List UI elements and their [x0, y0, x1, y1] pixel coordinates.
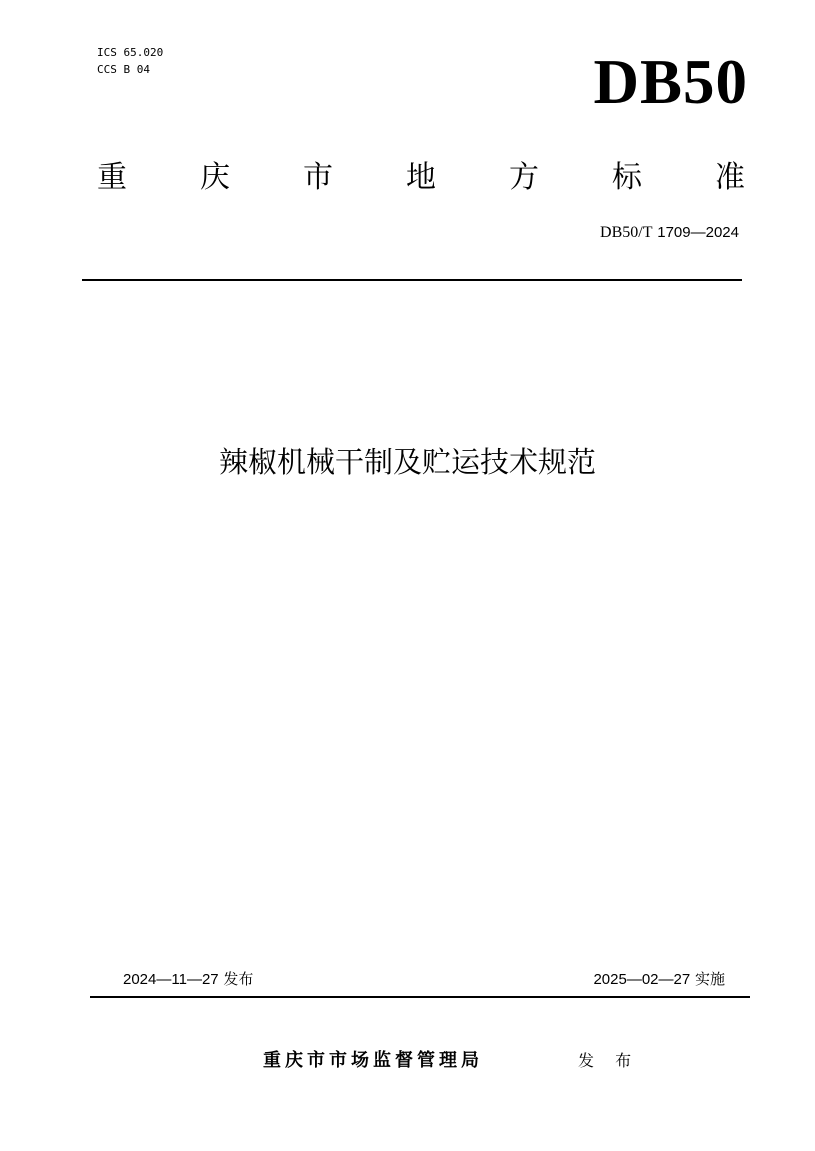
publisher-name: 重庆市市场监督管理局 — [263, 1050, 483, 1071]
standard-type-name — [97, 150, 745, 198]
issue-date-label: 发布 — [223, 970, 254, 988]
implementation-date-value: 2025—02—27 — [593, 971, 691, 988]
issue-date-value: 2024—11—27 — [123, 971, 219, 988]
top-divider — [82, 279, 742, 281]
db50-logo: DB50 — [593, 47, 748, 117]
standard-type-char: 重 — [97, 160, 127, 195]
implementation-date-label: 实施 — [694, 970, 725, 988]
standard-number-prefix: DB50/T — [600, 224, 653, 241]
ccs-code: CCS B 04 — [97, 63, 150, 76]
standard-type-char: 方 — [509, 160, 539, 195]
ics-code: ICS 65.020 — [97, 46, 164, 59]
implementation-date — [593, 968, 725, 991]
standard-type-char: 市 — [303, 160, 333, 195]
bottom-divider — [90, 996, 750, 998]
standard-type-char: 地 — [406, 160, 436, 195]
standard-type-char: 准 — [715, 160, 745, 195]
publish-label: 发 布 — [578, 1051, 640, 1070]
standard-type-char: 庆 — [200, 160, 230, 195]
standard-number-value: 1709—2024 — [657, 224, 739, 241]
standard-number — [600, 222, 739, 243]
standard-type-char: 标 — [612, 160, 642, 195]
issue-date — [123, 968, 253, 991]
document-title: 辣椒机械干制及贮运技术规范 — [218, 445, 596, 479]
